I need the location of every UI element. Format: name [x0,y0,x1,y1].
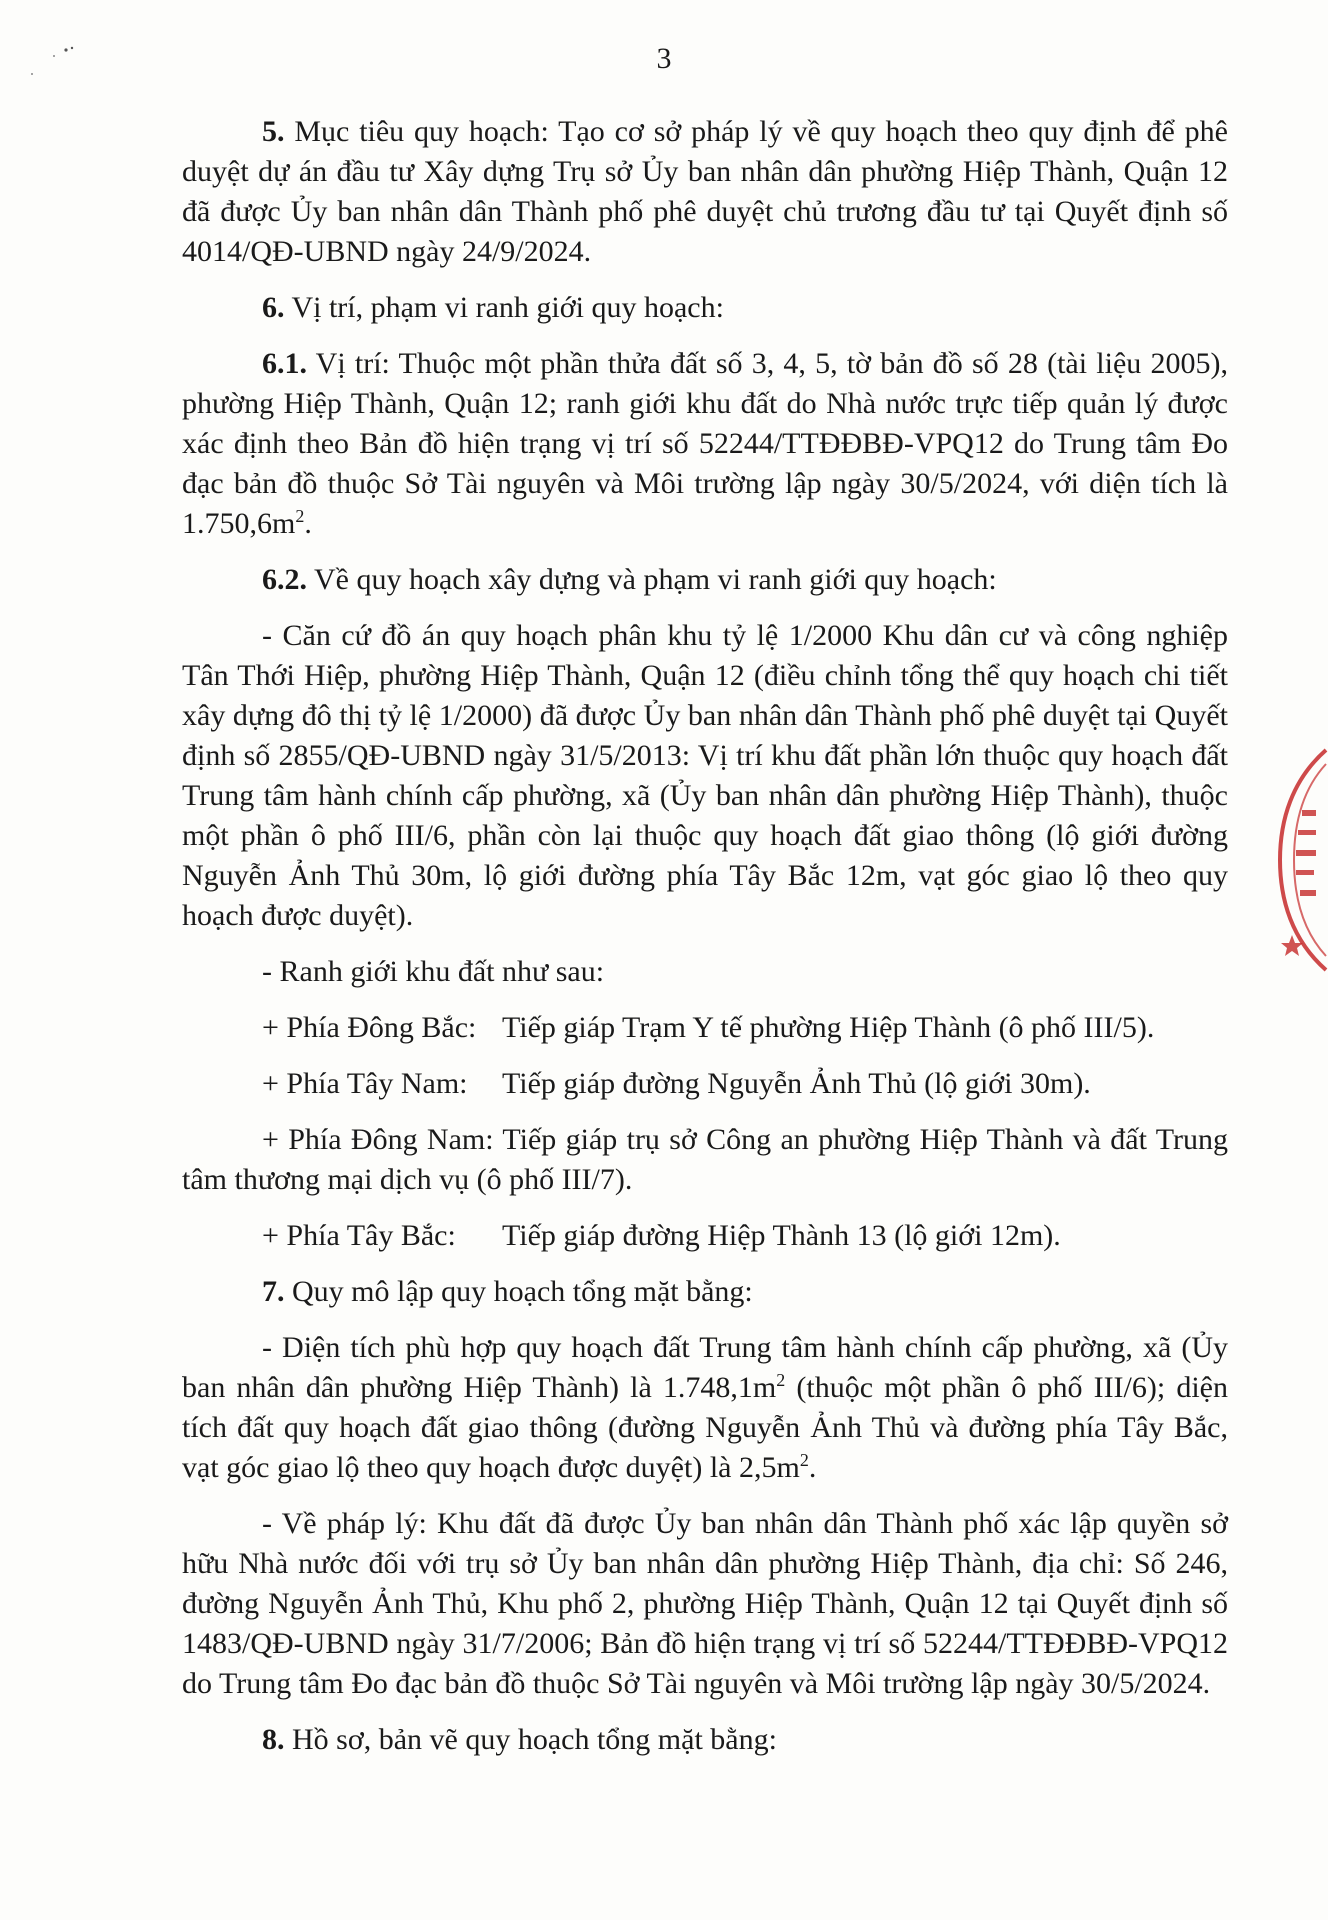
section-6-2-para-1: - Căn cứ đồ án quy hoạch phân khu tỷ lệ 1/2000 Khu dân cư và công nghiệp Tân Thới Hiệp, phường Hiệp Thành, Quận 12 (điều chỉnh tổng thể quy hoạch chi tiết xây dựng đô thị tỷ lệ 1/2000) đã được Ủy ban nhân dân Thành phố phê duyệt tại Quyết định số 2855/QĐ-UBND ngày 31/5/2013: Vị trí khu đất phần lớn thuộc quy hoạch đất Trung tâm hành chính cấp phường, xã (Ủy ban nhân dân phường Hiệp Thành), thuộc một phần ô phố III/6, phần còn lại thuộc quy hoạch đất giao thông (lộ giới đường Nguyễn Ảnh Thủ 30m, lộ giới đường phía Tây Bắc 12m, vạt góc giao lộ theo quy hoạch được duyệt). [182,619,1228,932]
section-7-para-1-end: . [808,1451,817,1484]
section-6-number: 6. [262,291,285,324]
section-6-1-number: 6.1. [262,347,307,380]
section-8-number: 8. [262,1723,285,1756]
section-8 [182,1720,1228,1760]
boundary-northeast-label: + Phía Đông Bắc: [262,1011,477,1044]
boundary-northwest-text: Tiếp giáp đường Hiệp Thành 13 (lộ giới 12m). [502,1219,1061,1252]
section-6-text: Vị trí, phạm vi ranh giới quy hoạch: [284,291,724,324]
section-7-para-1-sup-1: 2 [776,1370,786,1390]
section-6-2-text: Về quy hoạch xây dựng và phạm vi ranh giới quy hoạch: [307,563,997,596]
boundary-southeast-label: + Phía Đông Nam: [262,1123,494,1156]
section-7 [182,1272,1228,1312]
boundary-southeast-text: Tiếp giáp trụ sở Công an phường Hiệp Thành và đất Trung tâm thương mại dịch vụ (ô phố III/7). [182,1123,1229,1196]
boundary-southwest-label: + Phía Tây Nam: [262,1067,468,1100]
section-6-1 [182,344,1228,544]
section-6 [182,288,1228,328]
section-7-text: Quy mô lập quy hoạch tổng mặt bằng: [284,1275,753,1308]
boundary-northwest [182,1216,1228,1256]
boundary-southeast [182,1120,1228,1200]
boundary-northeast [182,1008,1228,1048]
section-6-2 [182,560,1228,600]
page-number: 3 [656,42,672,75]
section-6-2-para-2: - Ranh giới khu đất như sau: [262,955,605,988]
section-5-number: 5. [262,115,285,148]
section-7-para-1-sup-2: 2 [799,1450,809,1470]
section-7-para-1-b: (thuộc một phần ô phố III/6); diện tích đất quy hoạch đất giao thông (đường Nguyễn Ảnh Thủ và đường phía Tây Bắc, vạt góc giao lộ theo quy hoạch được duyệt) là 2,5m [182,1371,1228,1484]
section-7-para-2: - Về pháp lý: Khu đất đã được Ủy ban nhân dân Thành phố xác lập quyền sở hữu Nhà nước đối với trụ sở Ủy ban nhân dân phường Hiệp Thành, địa chỉ: Số 246, đường Nguyễn Ảnh Thủ, Khu phố 2, phường Hiệp Thành, Quận 12 tại Quyết định số 1483/QĐ-UBND ngày 31/7/2006; Bản đồ hiện trạng vị trí số 52244/TTĐĐBĐ-VPQ12 do Trung tâm Đo đạc bản đồ thuộc Sở Tài nguyên và Môi trường lập ngày 30/5/2024. [182,1507,1228,1700]
boundary-southwest-text: Tiếp giáp đường Nguyễn Ảnh Thủ (lộ giới 30m). [502,1067,1091,1100]
red-stamp-edge [1262,740,1328,980]
section-6-1-end: . [304,507,312,540]
boundary-northeast-text: Tiếp giáp Trạm Y tế phường Hiệp Thành (ô phố III/5). [502,1011,1155,1044]
section-8-text: Hồ sơ, bản vẽ quy hoạch tổng mặt bằng: [284,1723,777,1756]
section-6-2-number: 6.2. [262,563,307,596]
section-5 [182,112,1228,272]
boundary-northwest-label: + Phía Tây Bắc: [262,1219,456,1252]
section-7-para-1 [182,1328,1228,1488]
section-6-1-text: Vị trí: Thuộc một phần thửa đất số 3, 4, 5, tờ bản đồ số 28 (tài liệu 2005), phường Hiệp Thành, Quận 12; ranh giới khu đất do Nhà nước trực tiếp quản lý được xác định theo Bản đồ hiện trạng vị trí số 52244/TTĐĐBĐ-VPQ12 do Trung tâm Đo đạc bản đồ thuộc Sở Tài nguyên và Môi trường lập ngày 30/5/2024, với diện tích là 1.750,6m [182,347,1228,540]
section-6-1-sup: 2 [295,506,305,526]
section-5-text: Mục tiêu quy hoạch: Tạo cơ sở pháp lý về quy hoạch theo quy định để phê duyệt dự án đầu tư Xây dựng Trụ sở Ủy ban nhân dân phường Hiệp Thành, Quận 12 đã được Ủy ban nhân dân Thành phố phê duyệt chủ trương đầu tư tại Quyết định số 4014/QĐ-UBND ngày 24/9/2024. [182,115,1228,268]
boundary-southwest [182,1064,1228,1104]
section-7-para-1-a: - Diện tích phù hợp quy hoạch đất Trung tâm hành chính cấp phường, xã (Ủy ban nhân dân phường Hiệp Thành) là 1.748,1m [182,1331,1228,1404]
section-7-number: 7. [262,1275,285,1308]
document-body [182,112,1228,1776]
